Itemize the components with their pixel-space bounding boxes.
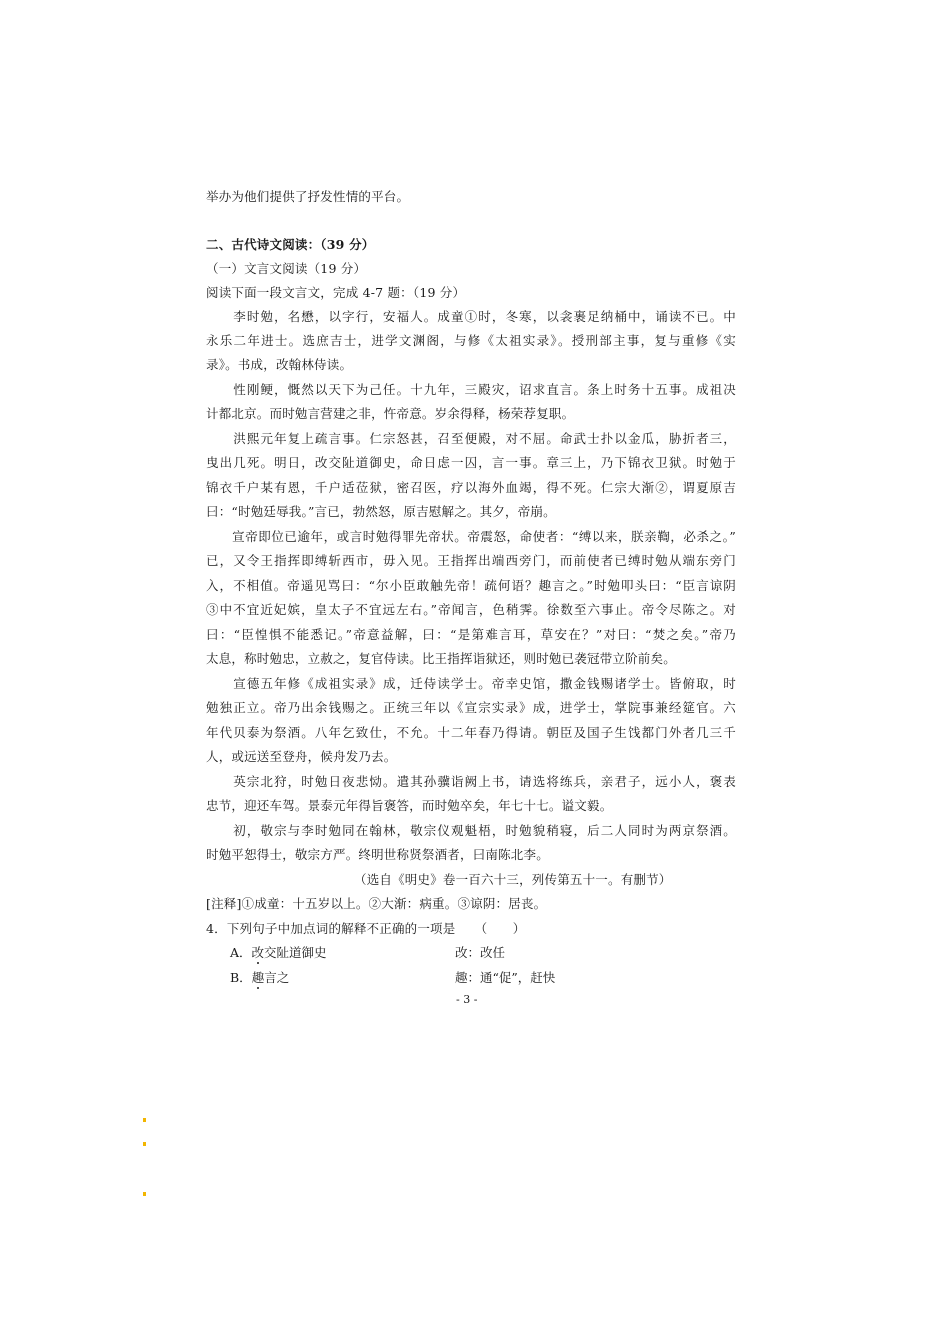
option-letter: A． xyxy=(230,945,252,960)
passage-line: 入，不相值。帝遥见骂曰：“尔小臣敢触先帝！疏何语？趣言之。”时勉叩头曰：“臣言谅阴 xyxy=(206,578,736,593)
passage-line: 英宗北狩，时勉日夜悲恸。遣其孙骥诣阙上书，请选将练兵，亲君子，远小人，褒表 xyxy=(206,774,736,789)
passage-line: 忠节，迎还车驾。景泰元年得旨褒答，而时勉卒矣，年七十七。谥文毅。 xyxy=(206,798,613,813)
passage-line: 永乐二年进士。选庶吉士，进学文渊阁，与修《太祖实录》。授刑部主事，复与重修《实 xyxy=(206,333,736,348)
question-stem: 4．下列句子中加点词的解释不正确的一项是 （ ） xyxy=(206,921,526,936)
passage-line: 性刚鲠，慨然以天下为己任。十九年，三殿灾，诏求直言。条上时务十五事。成祖决 xyxy=(206,382,736,397)
option-a-sentence: A．改交阯道御史 xyxy=(230,945,327,960)
dotted-word: 趣 xyxy=(251,970,265,985)
passage-line: 勉独正立。帝乃出余钱赐之。正统三年以《宣宗实录》成，进学士，掌院事兼经筵官。六 xyxy=(206,700,736,715)
passage-line: 年代贝泰为祭酒。八年乞致仕，不允。十二年春乃得请。朝臣及国子生饯都门外者几三千 xyxy=(206,725,736,740)
option-a-gloss: 改：改任 xyxy=(455,945,506,960)
passage-line: 洪熙元年复上疏言事。仁宗怒甚，召至便殿，对不屈。命武士扑以金瓜，胁折者三， xyxy=(206,431,736,446)
option-letter: B． xyxy=(230,970,252,985)
margin-marker xyxy=(143,1192,146,1196)
passage-line: 曰：“臣惶惧不能悉记。”帝意益解，曰：“是第难言耳，草安在？”对曰：“焚之矣。”帝乃 xyxy=(206,627,736,642)
page-number: - 3 - xyxy=(456,993,478,1006)
margin-marker xyxy=(143,1118,146,1122)
passage-line: 锦衣千户某有恩，千户适莅狱，密召医，疗以海外血竭，得不死。仁宗大渐②，谓夏原吉 xyxy=(206,480,736,495)
passage-line: 太息，称时勉忠，立赦之，复官侍读。比王指挥诣狱还，则时勉已袭冠带立阶前矣。 xyxy=(206,651,676,666)
passage-line: 初，敬宗与李时勉同在翰林，敬宗仪观魁梧，时勉貌稍寝，后二人同时为两京祭酒。 xyxy=(206,823,736,838)
passage-line: 李时勉，名懋，以字行，安福人。成童①时，冬寒，以衾裹足纳桶中，诵读不已。中 xyxy=(206,309,736,324)
passage-line: 宣德五年修《成祖实录》成，迁侍读学士。帝幸史馆，撒金钱赐诸学士。皆俯取，时 xyxy=(206,676,736,691)
passage-line: 计都北京。而时勉言营建之非，忤帝意。岁余得释，杨荣荐复职。 xyxy=(206,406,575,421)
subsection-title: （一）文言文阅读（19 分） xyxy=(206,261,367,276)
annotation-notes: [注释]①成童：十五岁以上。②大渐：病重。③谅阴：居丧。 xyxy=(206,896,547,911)
passage-line: 曳出几死。明日，改交阯道御史，命日虑一囚，言一事。章三上，乃下锦衣卫狱。时勉于 xyxy=(206,455,736,470)
passage-line: 录》。书成，改翰林侍读。 xyxy=(206,357,353,372)
option-b-sentence: B．趣言之 xyxy=(230,970,290,985)
passage-line: 时勉平恕得士，敬宗方严。终明世称贤祭酒者，曰南陈北李。 xyxy=(206,847,549,862)
passage-line: 人，或远送至登舟，候舟发乃去。 xyxy=(206,749,397,764)
instruction: 阅读下面一段文言文，完成 4-7 题：（19 分） xyxy=(206,285,466,300)
margin-marker xyxy=(143,1142,146,1146)
option-b-gloss: 趣：通“促”，赶快 xyxy=(455,970,556,985)
dotted-word: 改 xyxy=(251,945,265,960)
section-title: 二、古代诗文阅读：（39 分） xyxy=(206,237,375,252)
passage-line: 已，又令王指挥即缚斩西市，毋入见。王指挥出端西旁门，而前使者已缚时勉从端东旁门 xyxy=(206,553,736,568)
passage-line: ③中不宜近妃嫔，皇太子不宜远左右。”帝闻言，色稍霁。徐数至六事止。帝令尽陈之。对 xyxy=(206,602,736,617)
intro-line: 举办为他们提供了抒发性情的平台。 xyxy=(206,189,410,204)
passage-line: 宣帝即位已逾年，或言时勉得罪先帝状。帝震怒，命使者：“缚以来，朕亲鞫，必杀之。” xyxy=(206,529,736,544)
source-citation: （选自《明史》卷一百六十三，列传第五十一。有删节） xyxy=(354,872,672,887)
passage-line: 曰：“时勉廷辱我。”言已，勃然怒，原吉慰解之。其夕，帝崩。 xyxy=(206,504,556,519)
